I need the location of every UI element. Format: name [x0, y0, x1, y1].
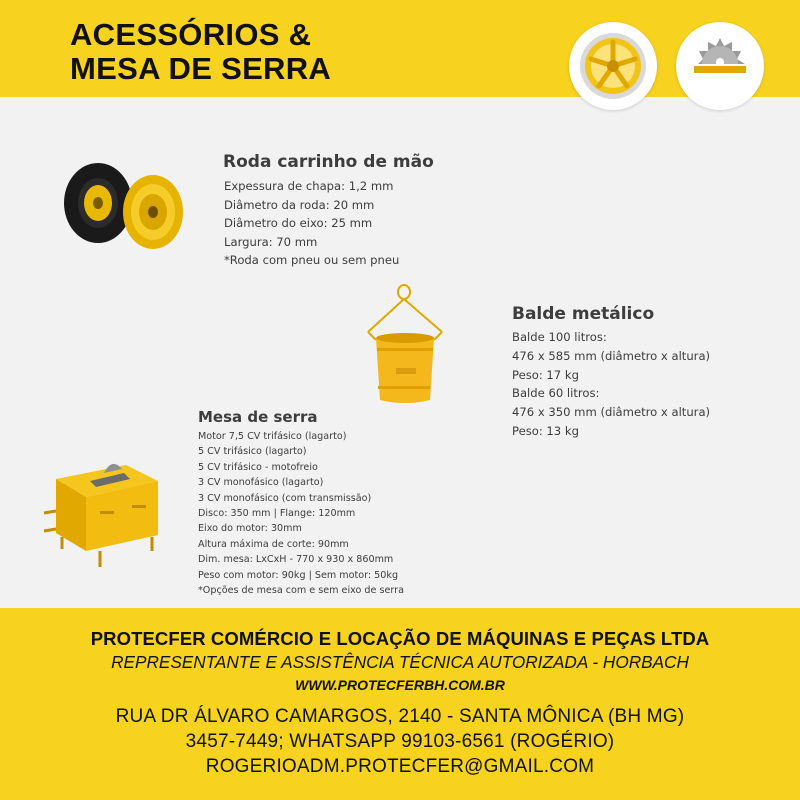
mesa-spec-line: 5 CV trifásico - motofreio: [198, 461, 318, 473]
roda-spec-line: Diâmetro da roda: 20 mm: [224, 197, 375, 212]
roda-title: Roda carrinho de mão: [223, 152, 434, 172]
balde-title: Balde metálico: [512, 304, 655, 324]
mesa-spec-line: Disco: 350 mm | Flange: 120mm: [198, 508, 356, 520]
website-link[interactable]: WWW.PROTECFERBH.COM.BR: [295, 677, 505, 693]
balde-spec-line: Peso: 13 kg: [512, 423, 579, 438]
mesa-spec-line: 3 CV monofásico (com transmissão): [198, 492, 372, 504]
balde-spec-line: Balde 60 litros:: [512, 386, 600, 401]
saw-blade-icon: [684, 30, 756, 102]
metal-bucket-image: [362, 282, 450, 410]
mesa-spec-line: Altura máxima de corte: 90mm: [198, 538, 349, 550]
roda-spec-line: *Roda com pneu ou sem pneu: [224, 253, 400, 267]
address-text: RUA DR ÁLVARO CAMARGOS, 2140 - SANTA MÔNICA (BH MG): [115, 706, 685, 727]
email-link[interactable]: ROGERIOADM.PROTECFER@GMAIL.COM: [205, 756, 595, 777]
page-title: [70, 18, 331, 86]
balde-spec-line: Peso: 17 kg: [512, 367, 579, 382]
page-title-line2: MESA DE SERRA: [70, 51, 332, 86]
roda-spec-line: Diâmetro do eixo: 25 mm: [224, 216, 373, 230]
wheel-icon: [577, 30, 649, 102]
mesa-spec-line: Dim. mesa: LxCxH - 770 x 930 x 860mm: [198, 554, 394, 566]
footer-banner: [0, 608, 800, 800]
roda-spec-line: Largura: 70 mm: [224, 234, 318, 249]
wheelbarrow-wheel-image: [60, 158, 190, 258]
mesa-spec-line: Motor 7,5 CV trifásico (lagarto): [198, 431, 347, 442]
wheel-icon-badge: [569, 22, 657, 110]
balde-specs: [512, 328, 710, 441]
mesa-specs: [198, 429, 404, 598]
saw-table-image: [42, 455, 160, 573]
company-name: PROTECFER COMÉRCIO E LOCAÇÃO DE MÁQUINAS E PEÇAS LTDA: [90, 628, 710, 649]
representative-text: REPRESENTANTE E ASSISTÊNCIA TÉCNICA AUTORIZADA - HORBACH: [111, 652, 689, 672]
mesa-title: Mesa de serra: [198, 408, 318, 426]
mesa-spec-line: 5 CV trifásico (lagarto): [198, 446, 307, 458]
page-title-line1: ACESSÓRIOS &: [70, 17, 312, 52]
balde-spec-line: 476 x 585 mm (diâmetro x altura): [512, 348, 711, 363]
mesa-spec-line: Peso com motor: 90kg | Sem motor: 50kg: [198, 569, 399, 581]
mesa-spec-line: Eixo do motor: 30mm: [198, 523, 302, 535]
phone-text: 3457-7449; WHATSAPP 99103-6561 (ROGÉRIO): [185, 731, 615, 752]
mesa-spec-line: *Opções de mesa com e sem eixo de serra: [198, 585, 404, 597]
mesa-spec-line: 3 CV monofásico (lagarto): [198, 477, 324, 489]
balde-spec-line: 476 x 350 mm (diâmetro x altura): [512, 405, 711, 420]
saw-icon-badge: [676, 22, 764, 110]
roda-spec-line: Expessura de chapa: 1,2 mm: [224, 179, 394, 193]
balde-spec-line: Balde 100 litros:: [512, 330, 607, 344]
roda-specs: [224, 177, 399, 270]
